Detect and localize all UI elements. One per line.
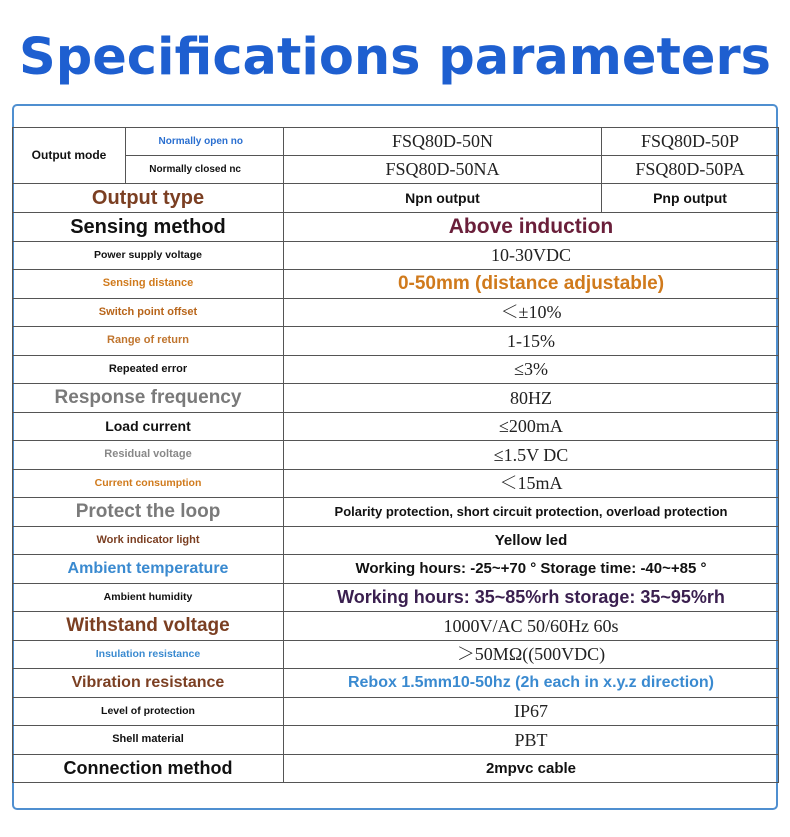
row-label: Sensing distance: [13, 270, 284, 299]
row-value: 1-15%: [284, 327, 779, 356]
row-label: Connection method: [13, 755, 284, 783]
table-row: [13, 584, 779, 612]
table-row: [13, 356, 779, 384]
row-value: ≤200mA: [284, 413, 779, 441]
normally-closed-label: Normally closed nc: [126, 156, 284, 184]
table-row: [13, 242, 779, 270]
row-label: Residual voltage: [13, 441, 284, 470]
row-label: Withstand voltage: [13, 612, 284, 641]
row-value: ＞50MΩ((500VDC): [284, 641, 779, 669]
table-row: [13, 128, 779, 156]
table-row: [13, 413, 779, 441]
row-label: Vibration resistance: [13, 669, 284, 698]
row-label: Range of return: [13, 327, 284, 356]
row-value: PBT: [284, 726, 779, 755]
table-row: [13, 555, 779, 584]
table-row: [13, 641, 779, 669]
row-label: Work indicator light: [13, 527, 284, 555]
table-row: [13, 213, 779, 242]
model-no-npn: FSQ80D-50N: [284, 128, 602, 156]
table-row: [13, 726, 779, 755]
row-label: Repeated error: [13, 356, 284, 384]
row-label: Sensing method: [13, 213, 284, 242]
row-value: Working hours: 35~85%rh storage: 35~95%rh: [284, 584, 779, 612]
table-row: [13, 327, 779, 356]
table-row: [13, 470, 779, 498]
model-nc-pnp: FSQ80D-50PA: [602, 156, 779, 184]
row-label: Power supply voltage: [13, 242, 284, 270]
row-value: 1000V/AC 50/60Hz 60s: [284, 612, 779, 641]
output-type-npn: Npn output: [284, 184, 602, 213]
row-value: IP67: [284, 698, 779, 726]
table-row: [13, 184, 779, 213]
row-value: Above induction: [284, 213, 779, 242]
row-label: Output type: [13, 184, 284, 213]
row-label: Load current: [13, 413, 284, 441]
row-label: Shell material: [13, 726, 284, 755]
row-value: 10-30VDC: [284, 242, 779, 270]
table-row: [13, 612, 779, 641]
page-title: Specifications parameters: [18, 28, 771, 87]
row-value: Yellow led: [284, 527, 779, 555]
model-nc-npn: FSQ80D-50NA: [284, 156, 602, 184]
table-row: [13, 498, 779, 527]
row-label: Switch point offset: [13, 299, 284, 327]
table-row: [13, 441, 779, 470]
output-type-pnp: Pnp output: [602, 184, 779, 213]
table-row: [13, 270, 779, 299]
row-label: Output mode: [13, 128, 126, 184]
row-value: Polarity protection, short circuit protection, overload protection: [284, 498, 779, 527]
row-label: Insulation resistance: [13, 641, 284, 669]
table-row: [13, 669, 779, 698]
row-value: ≤3%: [284, 356, 779, 384]
row-value: ＜15mA: [284, 470, 779, 498]
row-value: ≤1.5V DC: [284, 441, 779, 470]
row-label: Protect the loop: [13, 498, 284, 527]
table-row: [13, 527, 779, 555]
row-label: Response frequency: [13, 384, 284, 413]
row-label: Level of protection: [13, 698, 284, 726]
row-value: 80HZ: [284, 384, 779, 413]
row-value: Rebox 1.5mm10-50hz (2h each in x.y.z direction): [284, 669, 779, 698]
row-label: Current consumption: [13, 470, 284, 498]
table-row: [13, 299, 779, 327]
row-value: Working hours: -25~+70 ° Storage time: -40~+85 °: [284, 555, 779, 584]
row-value: 0-50mm (distance adjustable): [284, 270, 779, 299]
row-value: 2mpvc cable: [284, 755, 779, 783]
table-row: [13, 156, 779, 184]
row-label: Ambient temperature: [13, 555, 284, 584]
row-label: Ambient humidity: [13, 584, 284, 612]
table-row: [13, 698, 779, 726]
row-value: ＜±10%: [284, 299, 779, 327]
model-no-pnp: FSQ80D-50P: [602, 128, 779, 156]
spec-table: [12, 127, 779, 783]
normally-open-label: Normally open no: [126, 128, 284, 156]
table-row: [13, 755, 779, 783]
table-row: [13, 384, 779, 413]
